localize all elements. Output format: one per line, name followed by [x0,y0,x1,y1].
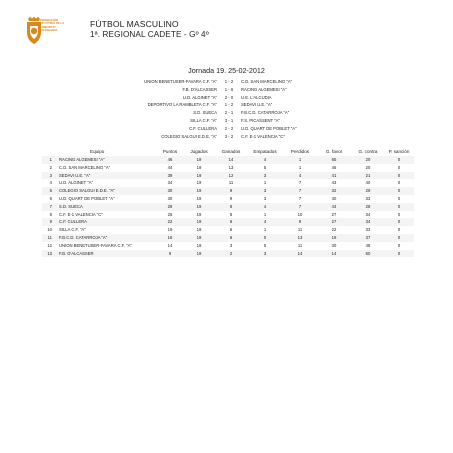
cell-goals-against: 28 [365,203,371,209]
cell-points: 34 [167,180,173,186]
table-row [42,218,414,226]
result-row [0,109,453,117]
cell-position: 11 [47,234,52,240]
cell-points: 19 [167,227,173,233]
cell-drawn: 4 [263,219,267,225]
table-row [42,179,414,187]
cell-played: 19 [196,203,202,209]
cell-played: 19 [196,211,202,217]
cell-points: 9 [168,250,172,256]
match-score: 2 - 0 [224,94,234,100]
away-team: C.F. E-1 VALENCIA "C" [241,133,285,139]
cell-played: 19 [196,172,202,178]
cell-points: 44 [167,164,173,170]
cell-penalty: 0 [397,203,401,209]
cell-team: C.F. CULLERA [59,219,87,225]
cell-drawn: 4 [263,203,267,209]
cell-goals-for: 27 [331,211,337,217]
result-row [0,125,453,133]
cell-lost: 7 [298,180,302,186]
result-row [0,86,453,94]
cell-drawn: 0 [263,234,267,240]
home-team: SILLA C.F. "A" [190,117,217,123]
home-team: COLEGIO SALGUI E.D.E. "A" [161,133,217,139]
cell-lost: 14 [297,250,303,256]
cell-points: 25 [167,211,173,217]
cell-drawn: 5 [263,242,267,248]
cell-position: 13 [47,250,52,256]
cell-points: 18 [167,234,173,240]
cell-lost: 7 [298,203,302,209]
cell-won: 2 [229,250,233,256]
cell-lost: 9 [298,219,302,225]
cell-points: 14 [167,242,173,248]
cell-goals-for: 65 [331,157,337,162]
cell-goals-against: 33 [365,227,371,233]
cell-position: 10 [47,227,52,233]
cell-goals-against: 34 [365,211,371,217]
cell-lost: 7 [298,195,302,201]
cell-played: 19 [196,242,202,248]
header-drawn: Empatados [253,149,277,154]
cell-goals-for: 40 [331,195,337,201]
cell-goals-against: 20 [365,164,371,170]
cell-won: 9 [229,195,233,201]
cell-lost: 1 [298,157,302,162]
document-title: FÚTBOL MASCULINO [90,19,179,29]
cell-goals-against: 60 [365,250,371,256]
cell-played: 19 [196,219,202,225]
cell-lost: 4 [298,172,302,178]
cell-won: 14 [228,157,234,162]
table-row [42,172,414,180]
cell-lost: 11 [297,242,303,248]
cell-position: 6 [49,195,52,201]
cell-played: 19 [196,195,202,201]
away-team: F.B.C.D. CATARROJA "A" [241,110,290,116]
cell-won: 6 [229,219,233,225]
table-row [42,203,414,211]
cell-drawn: 1 [263,211,267,217]
cell-penalty: 0 [397,242,401,248]
cell-penalty: 0 [397,180,401,186]
table-row [42,156,414,164]
match-score: 3 - 2 [224,133,234,139]
header-lost: Perdidos [290,149,310,154]
cell-goals-against: 21 [365,172,371,178]
cell-drawn: 4 [263,157,267,162]
cell-won: 6 [229,234,233,240]
cell-position: 2 [49,164,52,170]
cell-drawn: 1 [263,227,267,233]
header-won: Ganados [221,149,241,154]
cell-goals-for: 41 [331,172,337,178]
cell-penalty: 0 [397,227,401,233]
cell-won: 8 [229,203,233,209]
cell-lost: 13 [297,234,303,240]
match-score: 3 - 1 [224,117,234,123]
result-row [0,101,453,109]
cell-goals-for: 32 [331,188,337,194]
match-score: 2 - 1 [224,110,234,116]
cell-team: C.D. SAN MARCELINO "A" [59,164,111,170]
result-row [0,78,453,86]
cell-points: 22 [167,219,173,225]
table-row [42,164,414,172]
standings-body [42,156,414,257]
header-penalty: P. sanción [388,149,410,154]
logo-caption [40,19,84,32]
cell-position: 4 [49,180,52,186]
home-team: UNION BENETUSER-FAVARA C.F. "A" [144,79,217,84]
cell-team: SEDAVI U.E. "A" [59,172,91,178]
cell-team: F.B. D'ALCASSER [59,250,94,256]
cell-goals-for: 27 [331,219,337,225]
cell-played: 19 [196,164,202,170]
table-row [42,234,414,242]
cell-goals-against: 34 [365,219,371,225]
cell-team: C.F. E-1 VALENCIA "C" [59,211,103,217]
home-team: U.D. ALGINET "A" [182,94,217,100]
cell-position: 8 [49,211,52,217]
cell-goals-for: 46 [331,164,337,170]
cell-played: 19 [196,250,202,256]
standings-table [42,147,414,257]
cell-played: 19 [196,234,202,240]
logo-caption-line: COMUNITAT [40,25,56,29]
cell-goals-for: 43 [331,180,337,186]
cell-team: RACING ALGEMESI "A" [59,157,105,162]
cell-team: U.D. QUART DE POBLET "A" [59,195,115,201]
table-row [42,187,414,195]
cell-drawn: 5 [263,164,267,170]
cell-drawn: 3 [263,172,267,178]
cell-played: 19 [196,188,202,194]
matchday-heading: Jornada 19. 25-02-2012 [188,66,265,75]
result-row [0,94,453,102]
table-row [42,211,414,219]
cell-position: 7 [49,203,52,209]
results-list [0,78,453,140]
cell-won: 12 [228,172,234,178]
cell-points: 30 [167,195,173,201]
home-team: C.F. CULLERA [189,125,217,131]
cell-drawn: 1 [263,180,267,186]
logo-caption-line: FEDERACIÓN [40,19,58,22]
table-row [42,250,414,258]
cell-penalty: 0 [397,164,401,170]
home-team: DEPORTIVO LA RAMBLETA C.F. "A" [147,102,217,108]
cell-goals-for: 19 [331,234,337,240]
cell-goals-for: 22 [331,227,337,233]
cell-penalty: 0 [397,172,401,178]
cell-points: 46 [167,157,173,162]
table-row [42,226,414,234]
cell-team: F.B.C.D. CATARROJA "A" [59,234,108,240]
cell-goals-against: 48 [365,242,371,248]
cell-position: 12 [47,242,52,248]
cell-goals-against: 40 [365,180,371,186]
away-team: SEDAVI U.E. "A" [241,102,273,108]
cell-won: 3 [229,242,233,248]
cell-won: 11 [228,180,234,186]
logo-caption-line: DE FÚTBOL DE LA [40,22,65,26]
cell-played: 19 [196,157,202,162]
cell-penalty: 0 [397,250,401,256]
table-row [42,242,414,250]
cell-goals-against: 33 [365,195,371,201]
result-row [0,117,453,125]
cell-goals-for: 14 [331,250,337,256]
away-team: U.E. L'ALCUDIA [241,94,272,100]
match-score: 1 - 6 [224,86,234,92]
cell-points: 39 [167,172,173,178]
cell-penalty: 0 [397,219,401,225]
cell-position: 3 [49,172,52,178]
header-points: Puntos [162,149,178,154]
header-team: Equipo [90,149,105,154]
cell-position: 5 [49,188,52,194]
cell-drawn: 3 [263,195,267,201]
cell-team: U.D. ALGINET "A" [59,180,94,186]
header-goals-for: G. favor [325,149,343,154]
cell-team: UNION BENETUSER-FAVARA C.F. "A" [59,242,132,248]
cell-penalty: 0 [397,157,401,162]
cell-penalty: 0 [397,195,401,201]
cell-goals-for: 30 [331,242,337,248]
away-team: RACING ALGEMESI "A" [241,86,287,92]
cell-team: COLEGIO SALGUI E.D.E. "A" [59,188,115,194]
table-row [42,195,414,203]
cell-points: 28 [167,203,173,209]
away-team: C.D. SAN MARCELINO "A" [241,79,293,84]
away-team: F.S. PICASSENT "A" [241,117,280,123]
cell-goals-against: 20 [365,157,371,162]
logo-caption-line: VALENCIANA [40,28,58,32]
home-team: F.B. D'ALCASSER [182,86,217,92]
match-score: 2 - 2 [224,125,234,131]
cell-played: 19 [196,180,202,186]
standings-header [42,147,414,156]
cell-team: S.D. SUECA [59,203,83,209]
cell-goals-against: 29 [365,188,371,194]
cell-won: 8 [229,211,233,217]
home-team: S.D. SUECA [193,110,217,116]
cell-penalty: 0 [397,211,401,217]
cell-lost: 1 [298,164,302,170]
cell-drawn: 3 [263,188,267,194]
cell-lost: 11 [297,227,303,233]
cell-played: 19 [196,227,202,233]
away-team: U.D. QUART DE POBLET "A" [241,125,297,131]
match-score: 1 - 2 [224,102,234,108]
cell-position: 9 [49,219,52,225]
match-score: 1 - 2 [224,79,234,84]
cell-drawn: 3 [263,250,267,256]
cell-goals-for: 44 [331,203,337,209]
document-subtitle: 1ª. REGIONAL CADETE - Gº 4º [90,30,209,39]
cell-won: 13 [228,164,234,170]
header-played: Jugados [190,149,208,154]
cell-goals-against: 37 [365,234,371,240]
cell-penalty: 0 [397,234,401,240]
cell-lost: 10 [297,211,303,217]
cell-points: 30 [167,188,173,194]
cell-won: 6 [229,227,233,233]
cell-team: SILLA C.F. "A" [59,227,86,233]
cell-won: 9 [229,188,233,194]
header-goals-against: G. contra [358,149,378,154]
cell-lost: 7 [298,188,302,194]
result-row [0,133,453,141]
cell-penalty: 0 [397,188,401,194]
cell-position: 1 [49,157,52,162]
